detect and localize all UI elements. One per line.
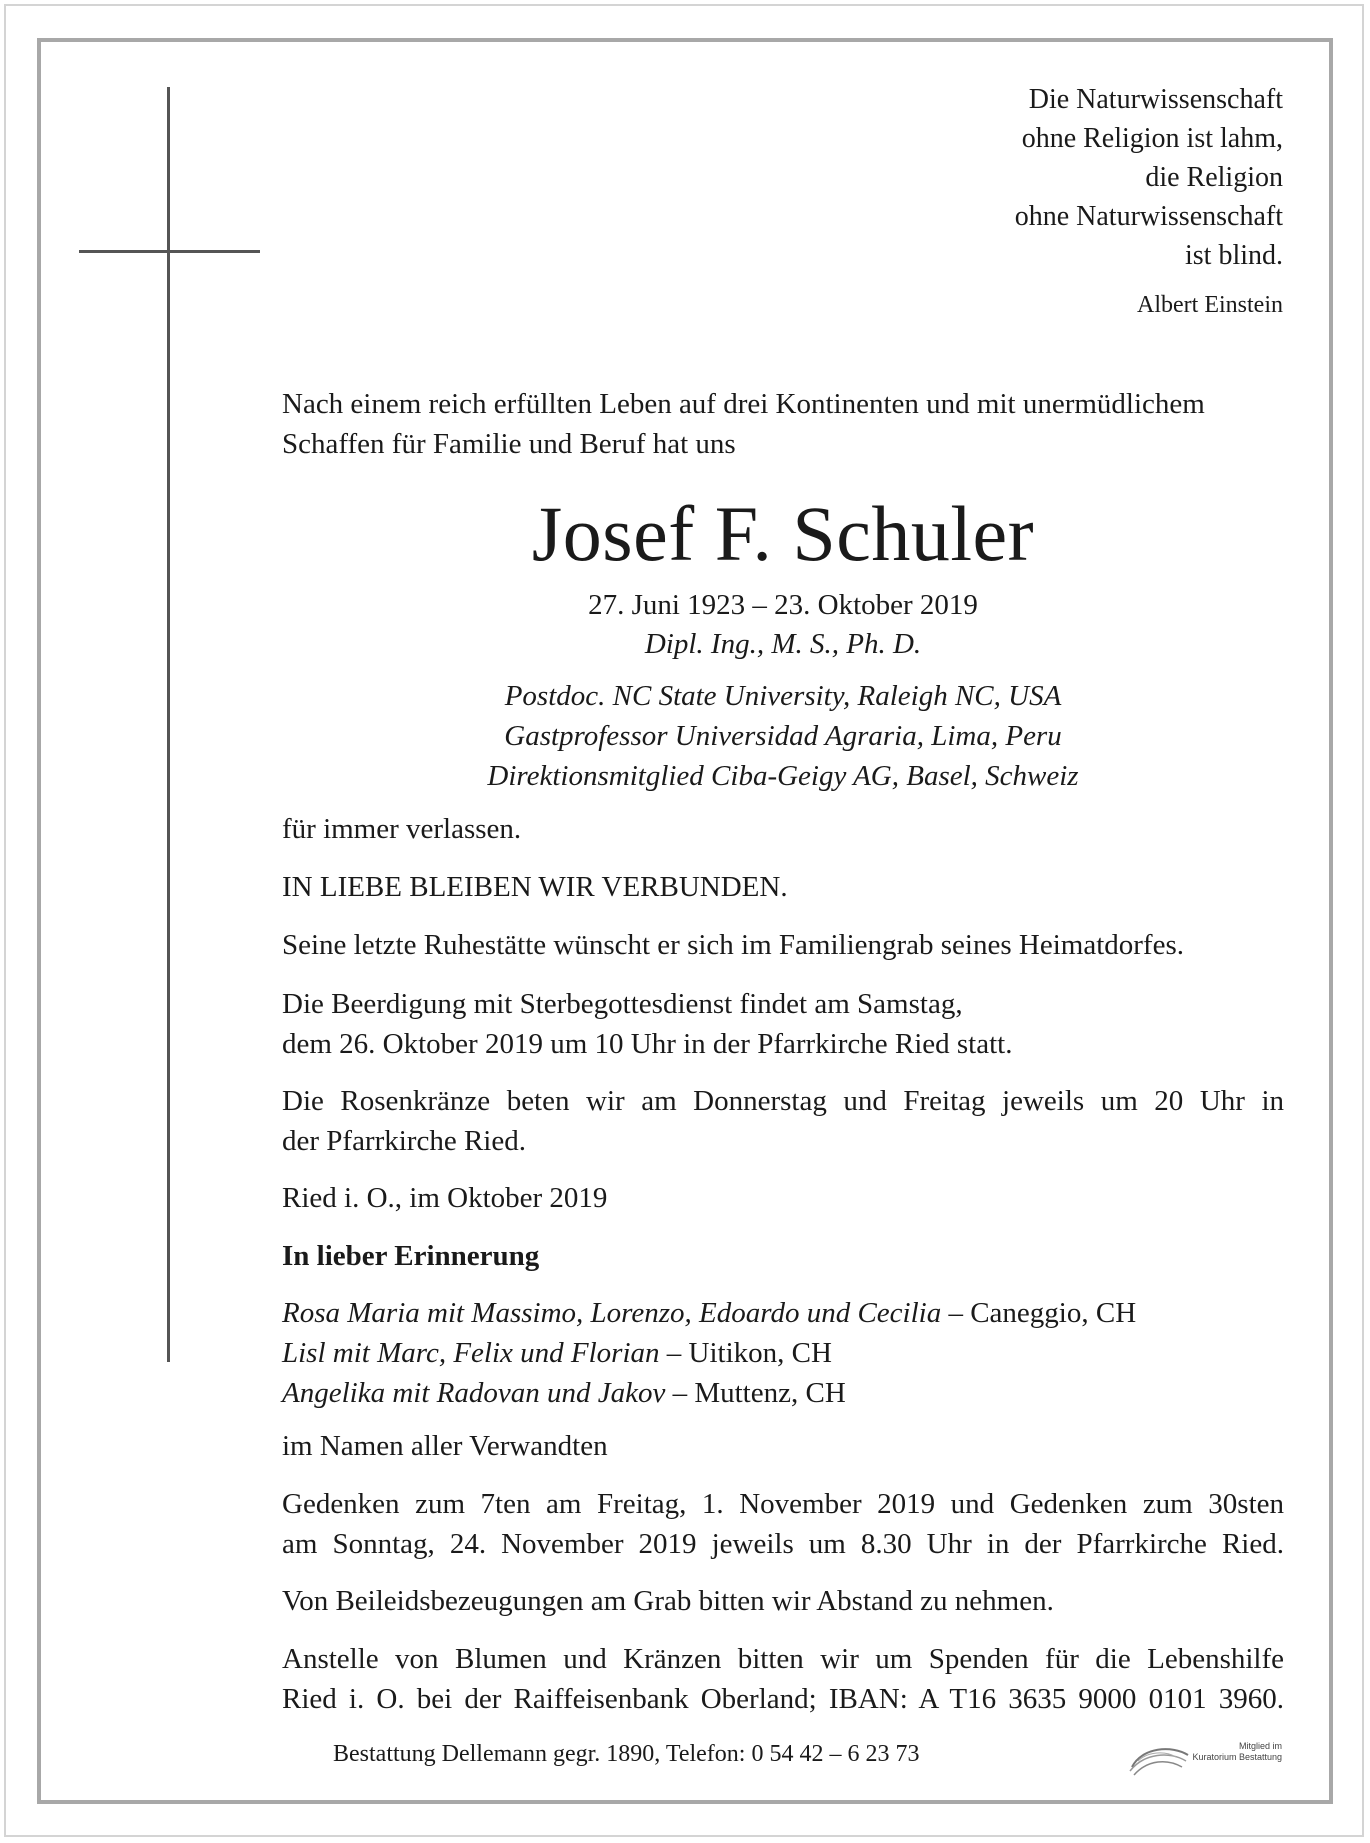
footer-funeral-home: Bestattung Dellemann gegr. 1890, Telefon: 0 54 42 – 6 23 73 [333, 1741, 920, 1767]
family-names: Rosa Maria mit Massimo, Lorenzo, Edoardo und Cecilia [282, 1297, 942, 1329]
memorial-line: Gedenken zum 7ten am Freitag, 1. November 2019 und Gedenken zum 30sten [282, 1488, 1284, 1520]
family-place: – Caneggio, CH [941, 1297, 1137, 1329]
position-line: Gastprofessor Universidad Agraria, Lima, Peru [504, 720, 1062, 752]
memory-heading: In lieber Erinnerung [282, 1240, 540, 1272]
donation-line: Anstelle von Blumen und Kränzen bitten wir um Spenden für die Lebenshilfe [282, 1643, 1284, 1675]
family-place: – Muttenz, CH [665, 1377, 846, 1409]
life-dates: 27. Juni 1923 – 23. Oktober 2019 [588, 589, 978, 621]
family-row [282, 1293, 1284, 1333]
family-place: – Uitikon, CH [659, 1337, 832, 1369]
intro-text [282, 384, 1284, 464]
memorial-line: am Sonntag, 24. November 2019 jeweils um 8.30 Uhr in der Pfarrkirche Ried. [282, 1528, 1284, 1560]
donation-line: Ried i. O. bei der Raiffeisenbank Oberland; IBAN: A T16 3635 9000 0101 3960. [282, 1683, 1284, 1715]
degrees: Dipl. Ing., M. S., Ph. D. [644, 628, 922, 660]
rosary-text [282, 1081, 1284, 1161]
condolences-text: Von Beileidsbezeugungen am Grab bitten wir Abstand zu nehmen. [282, 1585, 1054, 1617]
place-date: Ried i. O., im Oktober 2019 [282, 1182, 608, 1214]
deceased-name: Josef F. Schuler [531, 490, 1035, 577]
logo-line: Kuratorium Bestattung [1192, 1752, 1282, 1762]
quote-line: ohne Naturwissenschaft [1014, 201, 1283, 232]
family-names: Lisl mit Marc, Felix und Florian [282, 1337, 660, 1369]
quote-author: Albert Einstein [1137, 292, 1283, 318]
left-text: für immer verlassen. [282, 813, 522, 845]
position-line: Postdoc. NC State University, Raleigh NC, USA [504, 680, 1062, 712]
logo-line: Mitglied im [1238, 1741, 1282, 1751]
quote-line: ohne Religion ist lahm, [1021, 123, 1283, 154]
family-row [282, 1373, 1284, 1413]
memorial-text [282, 1484, 1284, 1564]
rosary-line: Die Rosenkränze beten wir am Donnerstag und Freitag jeweils um 20 Uhr in [282, 1085, 1284, 1117]
quote-line: Die Naturwissenschaft [1028, 84, 1283, 115]
quote-line: ist blind. [1184, 240, 1283, 271]
position-line: Direktionsmitglied Ciba-Geigy AG, Basel, Schweiz [487, 760, 1079, 792]
resting-place-text: Seine letzte Ruhestätte wünscht er sich im Familiengrab seines Heimatdorfes. [282, 929, 1184, 961]
logo-text [1182, 1741, 1282, 1763]
cross-icon-horizontal [79, 250, 260, 253]
funeral-line: dem 26. Oktober 2019 um 10 Uhr in der Pfarrkirche Ried statt. [282, 1028, 1013, 1060]
family-list [282, 1293, 1284, 1413]
intro-line: Nach einem reich erfüllten Leben auf drei Kontinenten und mit unermüdlichem [282, 388, 1205, 420]
family-names: Angelika mit Radovan und Jakov [282, 1377, 666, 1409]
family-row [282, 1333, 1284, 1373]
kuratorium-logo [1126, 1737, 1282, 1781]
relatives-note: im Namen aller Verwandten [282, 1430, 608, 1462]
intro-line: Schaffen für Familie und Beruf hat uns [282, 428, 736, 460]
rosary-line: der Pfarrkirche Ried. [282, 1125, 526, 1157]
funeral-line: Die Beerdigung mit Sterbegottesdienst findet am Samstag, [282, 988, 963, 1020]
funeral-text [282, 984, 1284, 1064]
cross-icon-vertical [167, 87, 170, 1362]
donation-text [282, 1639, 1284, 1719]
motto: IN LIEBE BLEIBEN WIR VERBUNDEN. [282, 871, 788, 903]
quote [723, 80, 1283, 275]
positions [282, 676, 1284, 796]
quote-line: die Religion [1145, 162, 1283, 193]
